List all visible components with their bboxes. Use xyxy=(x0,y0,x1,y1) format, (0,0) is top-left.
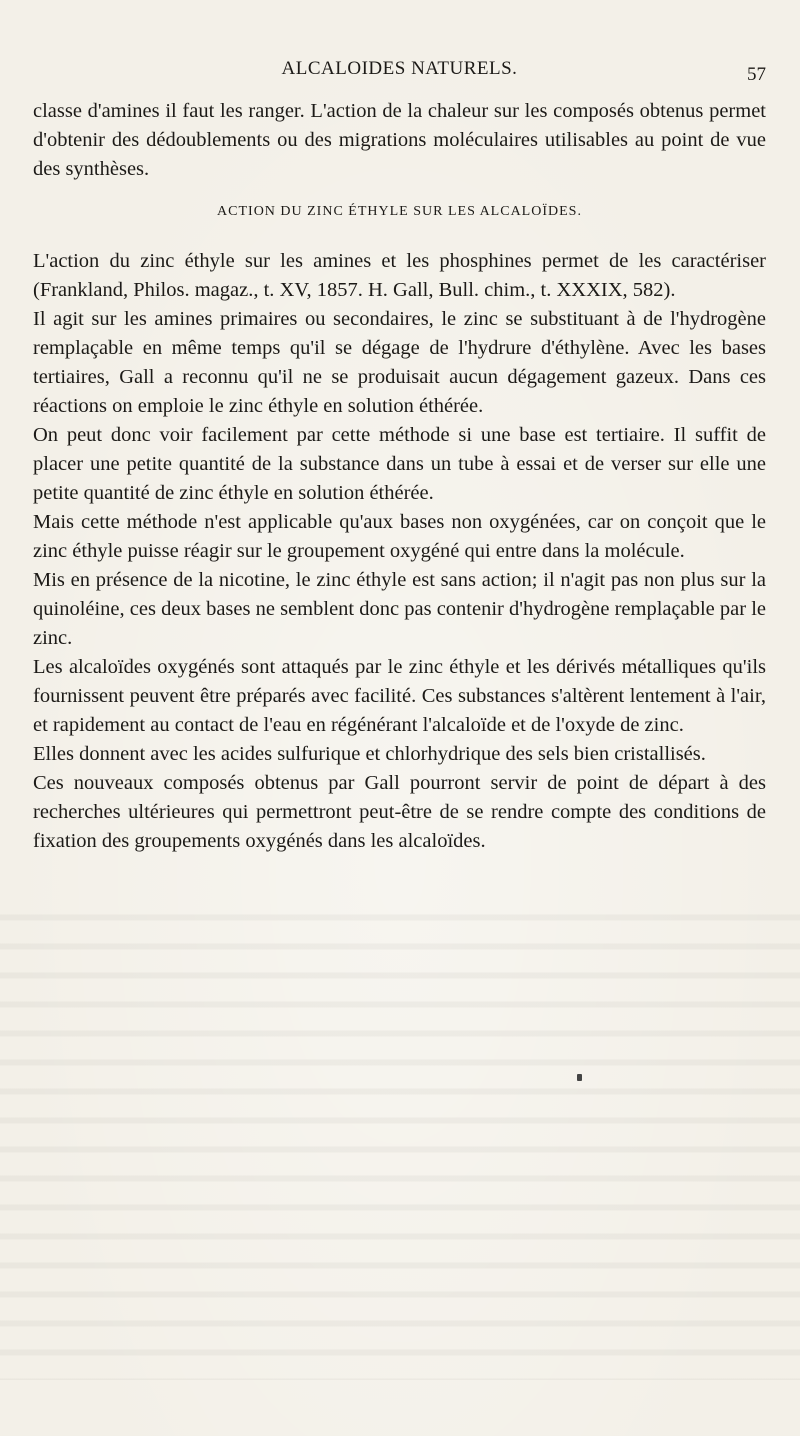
paragraph-oxygenated-alkaloids: Les alcaloïdes oxygénés sont attaqués par le zinc éthyle et les dérivés métalliques qu'ils fournissent peuvent être préparés avec facilité. Ces substances s'altèrent lentement à l'air, et rapidement au contact de l'eau en régénérant l'alcaloïde et de l'oxyde de zinc. xyxy=(33,656,766,736)
paragraph-salts: Elles donnent avec les acides sulfurique et chlorhydrique des sels bien cristallisés. xyxy=(33,743,706,765)
paragraph-nicotine: Mis en présence de la nicotine, le zinc éthyle est sans action; il n'agit pas non plus sur la quinoléine, ces deux bases ne semblent donc pas contenir d'hydrogène remplaçable par le zinc. xyxy=(33,569,766,649)
paragraph-tertiary-test: On peut donc voir facilement par cette méthode si une base est tertiaire. Il suffit de placer une petite quantité de la substance dans un tube à essai et de verser sur elle une petite quantité de zinc éthyle en solution éthérée. xyxy=(33,424,766,504)
page-header xyxy=(33,58,766,88)
paragraph-oxygenated-limit: Mais cette méthode n'est applicable qu'aux bases non oxygénées, car on conçoit que le zinc éthyle puisse réagir sur le groupement oxygéné qui entre dans la molécule. xyxy=(33,511,766,562)
page-body xyxy=(33,97,766,856)
running-title: ALCALOIDES NATURELS. xyxy=(281,58,518,79)
show-through-text xyxy=(0,900,800,1380)
section-title: ACTION DU ZINC ÉTHYLE SUR LES ALCALOÏDES. xyxy=(217,204,582,219)
ink-speck xyxy=(577,1074,582,1081)
paragraph-frankland: L'action du zinc éthyle sur les amines et les phosphines permet de les caractériser (Frankland, Philos. magaz., t. XV, 1857. H. Gall, Bull. chim., t. XXXIX, 582). xyxy=(33,250,766,301)
page-number: 57 xyxy=(747,64,766,85)
paragraph-amines: Il agit sur les amines primaires ou secondaires, le zinc se substituant à de l'hydrogène remplaçable en même temps qu'il se dégage de l'hydrure d'éthylène. Avec les bases tertiaires, Gall a reconnu qu'il ne se produisait aucun dégagement gazeux. Dans ces réactions on emploie le zinc éthyle en solution éthérée. xyxy=(33,308,766,417)
paragraph-conclusion: Ces nouveaux composés obtenus par Gall pourront servir de point de départ à des recherches ultérieures qui permettront peut-être de se rendre compte des conditions de fixation des groupements oxygénés dans les alcaloïdes. xyxy=(33,772,766,852)
opening-paragraph: classe d'amines il faut les ranger. L'action de la chaleur sur les composés obtenus permet d'obtenir des dédoublements ou des migrations moléculaires utilisables au point de vue des synthèses. xyxy=(33,100,766,180)
